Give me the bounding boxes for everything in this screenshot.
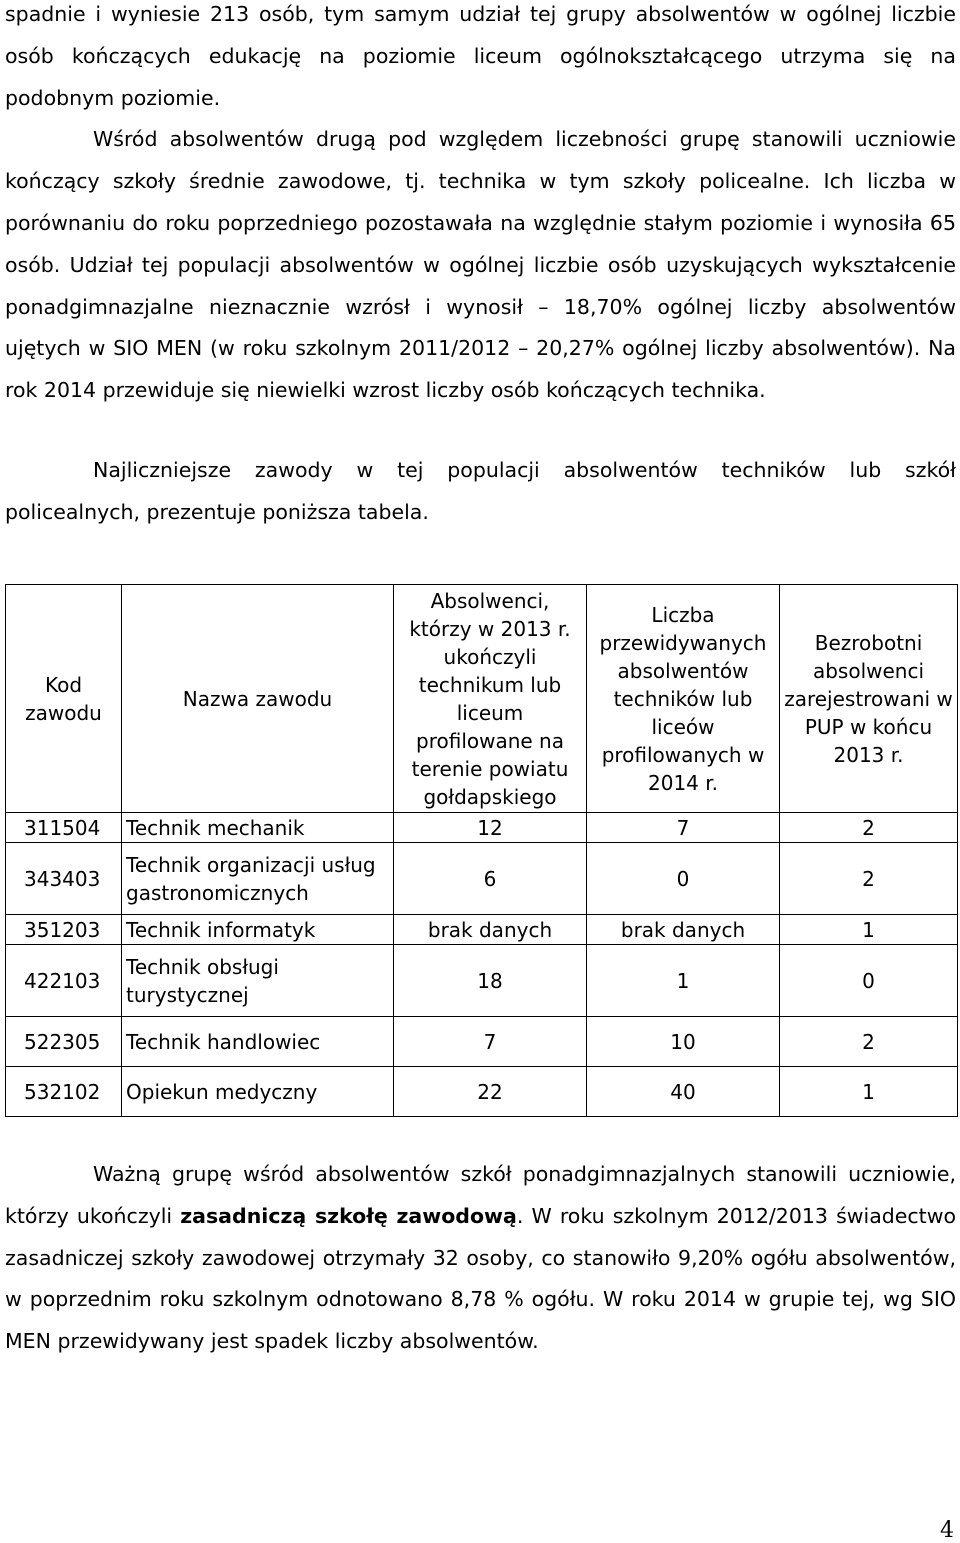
table-row <box>6 945 958 1017</box>
cell-expected-2014: 1 <box>587 945 780 1017</box>
cell-expected-2014: 0 <box>587 843 780 915</box>
paragraph-table-intro <box>5 450 956 534</box>
cell-name: Technik mechanik <box>122 813 394 843</box>
paragraph-table-intro-text: Najliczniejsze zawody w tej populacji absolwentów techników lub szkół policealnych, prezentuje poniższa tabela. <box>5 458 956 524</box>
paragraph-text-pre: Ważną grupę wśród absolwentów szkół ponadgimnazjalnych stanowili uczniowie, którzy ukończyli <box>5 1162 956 1228</box>
cell-code: 532102 <box>6 1067 122 1117</box>
page-number: 4 <box>940 1518 954 1543</box>
paragraph-graduates-technika <box>5 0 956 412</box>
paragraph-text-post: . W roku szkolnym 2012/2013 świadectwo zasadniczej szkoły zawodowej otrzymały 32 osoby, co stanowiło 9,20% ogółu absolwentów, w poprzednim roku szkolnym odnotowano 8,78 % ogółu. W roku 2014 w grupie tej, wg SIO MEN przewidywany jest spadek liczby absolwentów. <box>5 1203 957 1354</box>
cell-name: Opiekun medyczny <box>122 1067 394 1117</box>
cell-unemployed: 1 <box>780 915 958 945</box>
cell-graduates-2013: 22 <box>394 1067 587 1117</box>
table-row <box>6 1017 958 1067</box>
table-row <box>6 915 958 945</box>
cell-expected-2014: 40 <box>587 1067 780 1117</box>
cell-code: 422103 <box>6 945 122 1017</box>
cell-code: 351203 <box>6 915 122 945</box>
table-row <box>6 813 958 843</box>
header-absolwenci-2013: Absolwenci, którzy w 2013 r. ukończyli technikum lub liceum profilowane na terenie powiatu gołdapskiego <box>394 585 587 813</box>
header-bezrobotni: Bezrobotni absolwenci zarejestrowani w PUP w końcu 2013 r. <box>780 585 958 813</box>
header-nazwa-zawodu: Nazwa zawodu <box>122 585 394 813</box>
cell-unemployed: 2 <box>780 843 958 915</box>
cell-expected-2014: 7 <box>587 813 780 843</box>
cell-unemployed: 2 <box>780 1017 958 1067</box>
cell-unemployed: 0 <box>780 945 958 1017</box>
table-row <box>6 1067 958 1117</box>
cell-name: Technik handlowiec <box>122 1017 394 1067</box>
professions-table <box>5 584 958 1117</box>
header-przewidywani-2014: Liczba przewidywanych absolwentów techników lub liceów profilowanych w 2014 r. <box>587 585 780 813</box>
cell-graduates-2013: 12 <box>394 813 587 843</box>
cell-name: Technik organizacji usług gastronomicznych <box>122 843 394 915</box>
cell-expected-2014: 10 <box>587 1017 780 1067</box>
cell-name: Technik informatyk <box>122 915 394 945</box>
cell-name: Technik obsługi turystycznej <box>122 945 394 1017</box>
table-header-row <box>6 585 958 813</box>
cell-graduates-2013: 7 <box>394 1017 587 1067</box>
cell-graduates-2013: 18 <box>394 945 587 1017</box>
cell-graduates-2013: brak danych <box>394 915 587 945</box>
paragraph-text-bold: zasadniczą szkołę zawodową <box>180 1203 517 1228</box>
cell-graduates-2013: 6 <box>394 843 587 915</box>
paragraph-zasadnicza-szkola <box>5 1154 956 1363</box>
cell-code: 311504 <box>6 813 122 843</box>
cell-expected-2014: brak danych <box>587 915 780 945</box>
cell-code: 343403 <box>6 843 122 915</box>
header-kod-zawodu: Kod zawodu <box>6 585 122 813</box>
cell-code: 522305 <box>6 1017 122 1067</box>
paragraph-text-part-1: spadnie i wyniesie 213 osób, tym samym udział tej grupy absolwentów w ogólnej liczbie osób kończących edukację na poziomie liceum ogólnokształcącego utrzyma się na podobnym poziomie. <box>5 2 956 110</box>
cell-unemployed: 1 <box>780 1067 958 1117</box>
cell-unemployed: 2 <box>780 813 958 843</box>
paragraph-text-part-2: Wśród absolwentów drugą pod względem liczebności grupę stanowili uczniowie kończący szkoły średnie zawodowe, tj. technika w tym szkoły policealne. Ich liczba w porównaniu do roku poprzedniego pozostawała na względnie stałym poziomie i wynosiła 65 osób. Udział tej populacji absolwentów w ogólnej liczbie osób uzyskujących wykształcenie ponadgimnazjalne nieznacznie wzrósł i wynosił – 18,70% ogólnej liczby absolwentów ujętych w SIO MEN (w roku szkolnym 2011/2012 – 20,27% ogólnej liczby absolwentów). Na rok 2014 przewiduje się niewielki wzrost liczby osób kończących technika. <box>5 127 956 403</box>
table-row <box>6 843 958 915</box>
